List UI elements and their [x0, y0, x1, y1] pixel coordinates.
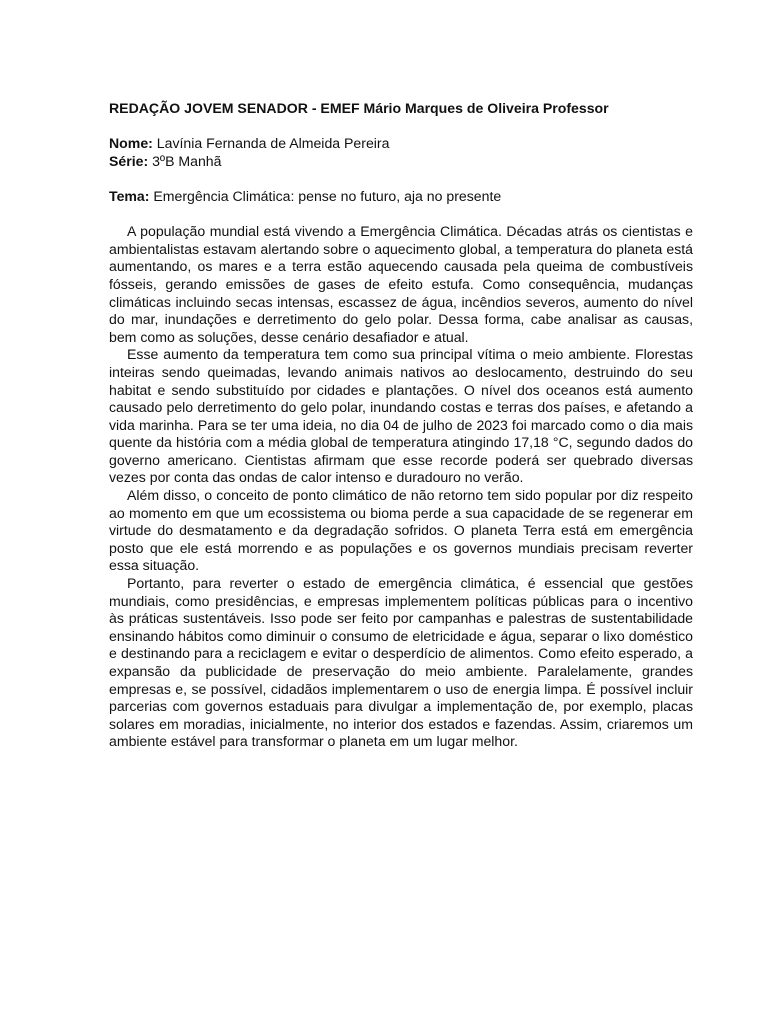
essay-paragraph-4: Portanto, para reverter o estado de emergência climática, é essencial que gestões mundiais, como presidências, e empresas implementem políticas públicas para o incentivo às práticas sustentáveis. Isso pode ser feito por campanhas e palestras de sustentabilidade ensinando hábitos como diminuir o consumo de eletricidade e água, separar o lixo doméstico e destinando para a reciclagem e evitar o desperdício de alimentos. Como efeito esperado, a expansão da publicidade de preservação do meio ambiente. Paralelamente, grandes empresas e, se possível, cidadãos implementarem o uso de energia limpa. É possível incluir parcerias com governos estaduais para divulgar a implementação de, por exemplo, placas solares em moradias, inicialmente, no interior dos estados e fazendas. Assim, criaremos um ambiente estável para transformar o planeta em um lugar melhor.: [109, 575, 693, 750]
spacer: [109, 206, 693, 224]
name-value: Lavínia Fernanda de Almeida Pereira: [152, 135, 390, 152]
name-label: Nome:: [109, 135, 153, 152]
spacer: [109, 118, 693, 136]
essay-paragraph-2: Esse aumento da temperatura tem como sua principal vítima o meio ambiente. Florestas inteiras sendo queimadas, levando animais nativos ao deslocamento, destruindo do seu habitat e sendo substituído por cidades e plantações. O nível dos oceanos está aumento causado pelo derretimento do gelo polar, inundando costas e terras dos países, e afetando a vida marinha. Para se ter uma ideia, no dia 04 de julho de 2023 foi marcado como o dia mais quente da história com a média global de temperatura atingindo 17,18 °C, segundo dados do governo americano. Cientistas afirmam que esse recorde poderá ser quebrado diversas vezes por conta das ondas de calor intenso e duradouro no verão.: [109, 346, 693, 486]
name-field: [109, 135, 693, 153]
essay-paragraph-3: Além disso, o conceito de ponto climático de não retorno tem sido popular por diz respeito ao momento em que um ecossistema ou bioma perde a sua capacidade de se regenerar em virtude do desmatamento e da degradação sofridos. O planeta Terra está em emergência posto que ele está morrendo e as populações e os governos mundiais precisam reverter essa situação.: [109, 487, 693, 574]
grade-value: 3ºB Manhã: [148, 152, 222, 169]
theme-field: [109, 188, 693, 206]
essay-page: [109, 100, 693, 751]
theme-label: Tema:: [109, 187, 150, 204]
theme-value: Emergência Climática: pense no futuro, aja no presente: [149, 187, 502, 204]
essay-body: [109, 223, 693, 751]
grade-field: [109, 153, 693, 171]
essay-paragraph-1: A população mundial está vivendo a Emergência Climática. Décadas atrás os cientistas e ambientalistas estavam alertando sobre o aquecimento global, a temperatura do planeta está aumentando, os mares e a terra estão aquecendo causada pela queima de combustíveis fósseis, gerando emissões de gases de efeito estufa. Como consequência, mudanças climáticas incluindo secas intensas, escassez de água, incêndios severos, aumento do nível do mar, inundações e derretimento do gelo polar. Dessa forma, cabe analisar as causas, bem como as soluções, desse cenário desafiador e atual.: [109, 223, 693, 345]
grade-label: Série:: [109, 152, 149, 169]
document-title: REDAÇÃO JOVEM SENADOR - EMEF Mário Marques de Oliveira Professor: [109, 100, 609, 116]
spacer: [109, 170, 693, 188]
